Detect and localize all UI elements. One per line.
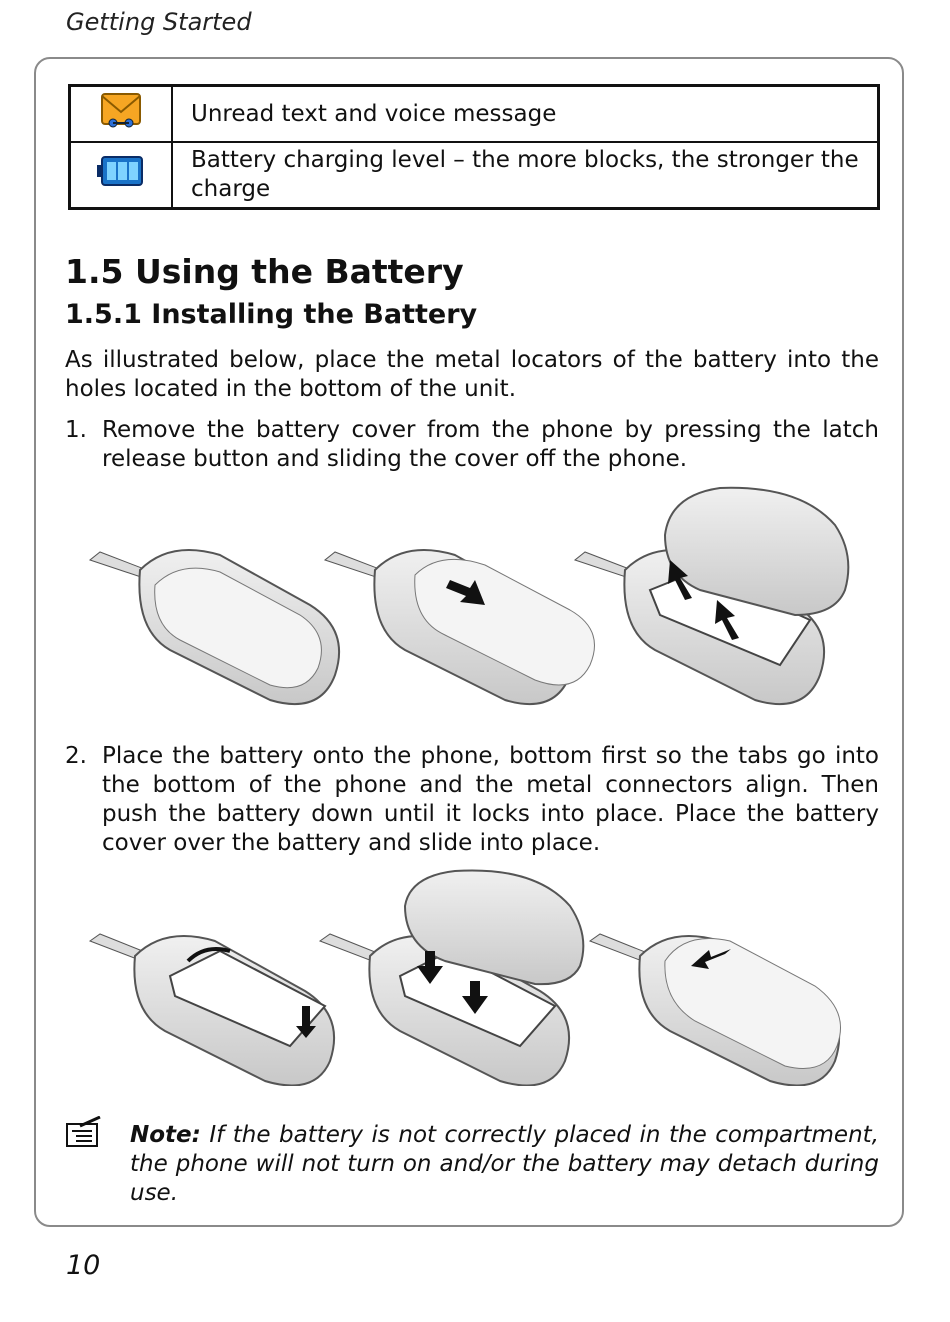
note-paragraph: [130, 1121, 879, 1208]
phone-cover-removed-icon: [575, 488, 848, 704]
phone-closed-icon: [90, 550, 339, 704]
phone-battery-cover-above-icon: [320, 870, 583, 1085]
intro-paragraph: As illustrated below, place the metal locators of the battery into the holes located in the bottom of the unit.: [65, 347, 879, 402]
phone-battery-tilt-icon: [90, 934, 334, 1086]
running-header: Getting Started: [66, 8, 252, 36]
insert-battery-illustration: [80, 866, 860, 1086]
phone-cover-slide-on-icon: [590, 934, 841, 1086]
step-text: Place the battery onto the phone, bottom first so the tabs go into the bottom of the phone and the metal connectors align. Then push the battery down until it locks into place. Place the battery cover over the battery and slide into place.: [102, 743, 879, 856]
note-icon: [66, 1116, 102, 1148]
icon-description: Battery charging level – the more blocks, the stronger the charge: [172, 142, 879, 209]
step-item: [65, 416, 879, 474]
step-text: Remove the battery cover from the phone by pressing the latch release button and sliding the cover off the phone.: [102, 417, 879, 472]
icon-legend-table: [68, 84, 880, 210]
icon-description: Unread text and voice message: [172, 86, 879, 143]
table-row: [70, 86, 879, 143]
step-number: 2.: [65, 743, 87, 769]
note-label: Note:: [130, 1122, 201, 1148]
step-number: 1.: [65, 417, 87, 443]
page-number: 10: [66, 1250, 101, 1281]
remove-cover-illustration: [80, 480, 860, 720]
subsection-title: 1.5.1 Installing the Battery: [65, 299, 478, 330]
phone-sliding-cover-icon: [325, 550, 595, 704]
envelope-icon: [99, 90, 143, 130]
battery-icon: [96, 154, 146, 188]
step-item: [65, 742, 879, 858]
section-title: 1.5 Using the Battery: [65, 252, 464, 291]
table-row: [70, 142, 879, 209]
note-text: If the battery is not correctly placed in the compartment, the phone will not turn on and/or the battery may detach during use.: [130, 1122, 879, 1206]
